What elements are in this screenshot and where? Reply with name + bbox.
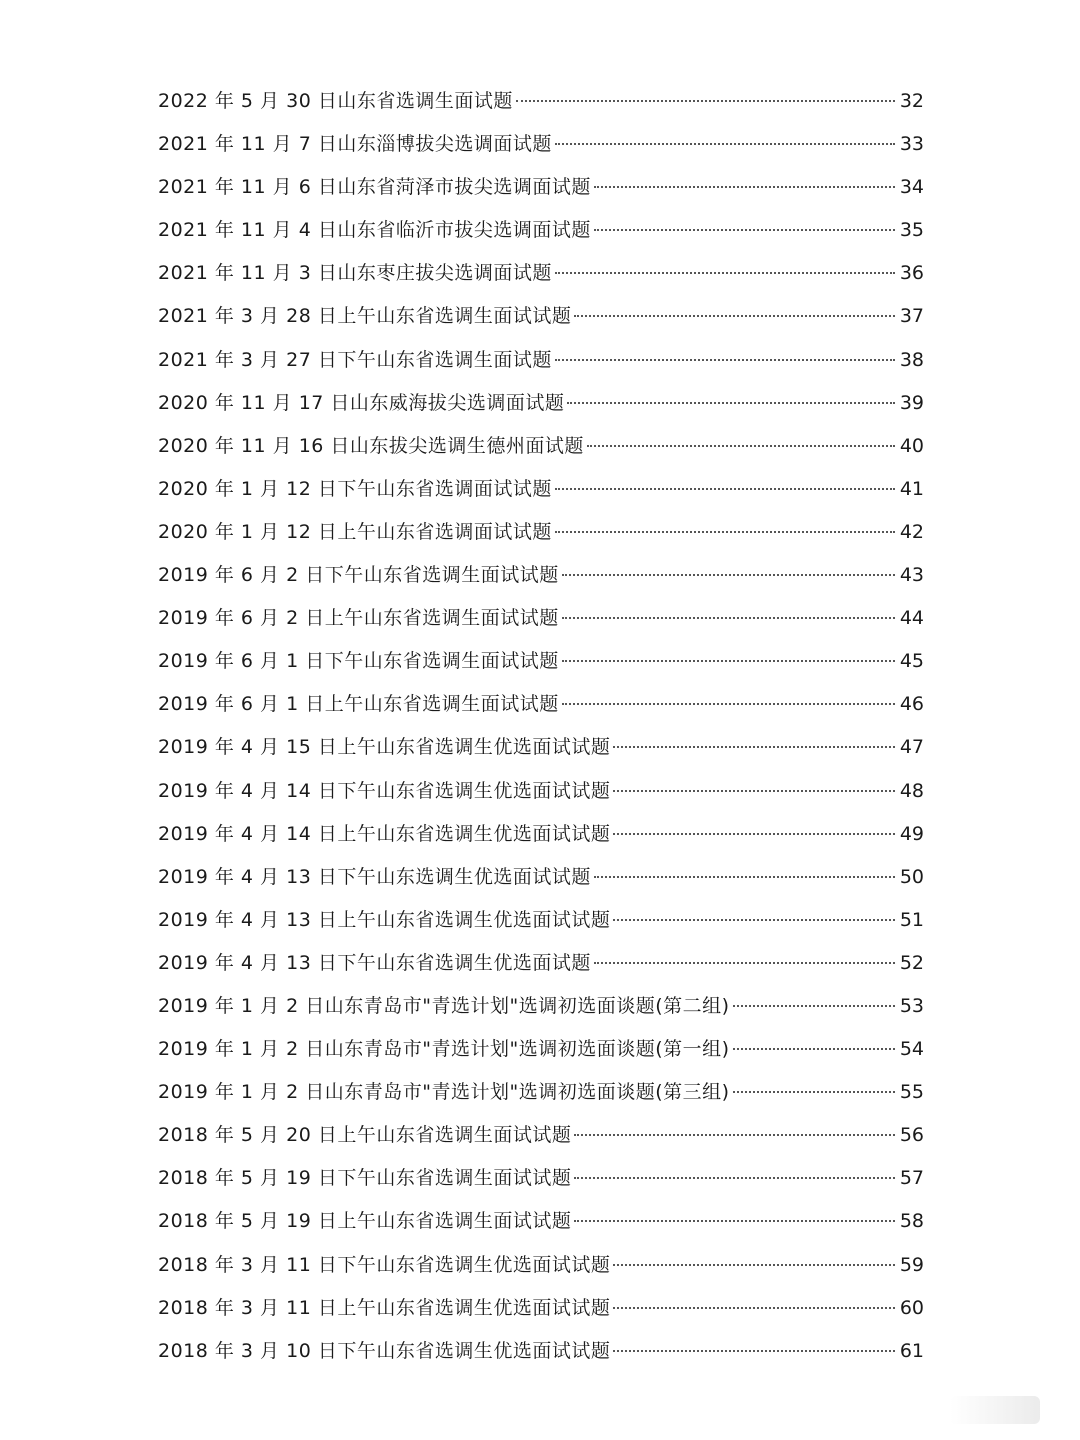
dot-leader <box>555 531 895 533</box>
toc-entry-title: 2019 年 1 月 2 日山东青岛市"青选计划"选调初选面谈题(第一组) <box>158 1038 730 1061</box>
toc-entry[interactable] <box>158 1028 924 1071</box>
toc-entry-page: 40 <box>899 434 924 457</box>
dot-leader <box>594 186 895 188</box>
dot-leader <box>562 617 895 619</box>
toc-entry-page: 37 <box>899 305 924 328</box>
toc-entry-page: 52 <box>899 951 924 974</box>
toc-entry[interactable] <box>158 468 924 511</box>
toc-entry[interactable] <box>158 339 924 382</box>
toc-entry[interactable] <box>158 123 924 166</box>
toc-entry[interactable] <box>158 1244 924 1287</box>
toc-entry-page: 34 <box>899 176 924 199</box>
toc-entry[interactable] <box>158 166 924 209</box>
toc-entry-page: 41 <box>899 477 924 500</box>
table-of-contents <box>158 80 924 1373</box>
toc-entry-page: 50 <box>899 865 924 888</box>
toc-entry-title: 2018 年 5 月 19 日下午山东省选调生面试试题 <box>158 1167 572 1190</box>
toc-entry[interactable] <box>158 726 924 769</box>
toc-entry-page: 36 <box>899 262 924 285</box>
toc-entry-page: 42 <box>899 520 924 543</box>
dot-leader <box>613 919 895 921</box>
toc-entry-title: 2019 年 6 月 1 日下午山东省选调生面试试题 <box>158 650 559 673</box>
toc-entry-page: 33 <box>899 133 924 156</box>
toc-entry-title: 2019 年 4 月 13 日上午山东省选调生优选面试试题 <box>158 908 611 931</box>
toc-entry[interactable] <box>158 1287 924 1330</box>
dot-leader <box>574 1177 895 1179</box>
toc-entry-title: 2019 年 4 月 15 日上午山东省选调生优选面试试题 <box>158 736 611 759</box>
watermark-smudge <box>950 1396 1040 1424</box>
dot-leader <box>562 660 895 662</box>
toc-entry-page: 58 <box>899 1210 924 1233</box>
toc-entry-page: 53 <box>899 994 924 1017</box>
toc-entry-title: 2020 年 11 月 16 日山东拔尖选调生德州面试题 <box>158 434 584 457</box>
toc-entry[interactable] <box>158 425 924 468</box>
toc-entry-page: 59 <box>899 1253 924 1276</box>
toc-entry-page: 47 <box>899 736 924 759</box>
toc-entry-title: 2021 年 3 月 28 日上午山东省选调生面试试题 <box>158 305 572 328</box>
toc-entry[interactable] <box>158 1330 924 1373</box>
toc-entry-title: 2019 年 6 月 1 日上午山东省选调生面试试题 <box>158 693 559 716</box>
toc-entry-page: 39 <box>899 391 924 414</box>
dot-leader <box>613 1350 895 1352</box>
dot-leader <box>613 790 895 792</box>
toc-entry[interactable] <box>158 770 924 813</box>
toc-entry[interactable] <box>158 252 924 295</box>
toc-entry-page: 44 <box>899 607 924 630</box>
toc-entry-title: 2019 年 6 月 2 日上午山东省选调生面试试题 <box>158 607 559 630</box>
toc-entry-title: 2021 年 3 月 27 日下午山东省选调生面试题 <box>158 348 552 371</box>
toc-entry-page: 35 <box>899 219 924 242</box>
toc-entry-page: 38 <box>899 348 924 371</box>
toc-entry[interactable] <box>158 856 924 899</box>
toc-entry-page: 45 <box>899 650 924 673</box>
dot-leader <box>555 272 895 274</box>
dot-leader <box>562 703 895 705</box>
toc-entry-title: 2018 年 5 月 19 日上午山东省选调生面试试题 <box>158 1210 572 1233</box>
toc-entry[interactable] <box>158 985 924 1028</box>
toc-entry-page: 49 <box>899 822 924 845</box>
toc-entry-page: 32 <box>899 90 924 112</box>
toc-entry-title: 2018 年 5 月 20 日上午山东省选调生面试试题 <box>158 1124 572 1147</box>
toc-entry-title: 2019 年 6 月 2 日下午山东省选调生面试试题 <box>158 564 559 587</box>
toc-entry-title: 2020 年 11 月 17 日山东威海拔尖选调面试题 <box>158 391 565 414</box>
toc-entry-title: 2019 年 4 月 14 日上午山东省选调生优选面试试题 <box>158 822 611 845</box>
toc-entry-title: 2021 年 11 月 3 日山东枣庄拔尖选调面试题 <box>158 262 552 285</box>
toc-entry[interactable] <box>158 899 924 942</box>
toc-entry[interactable] <box>158 80 924 123</box>
dot-leader <box>733 1091 895 1093</box>
toc-entry[interactable] <box>158 554 924 597</box>
dot-leader <box>587 445 895 447</box>
dot-leader <box>562 574 895 576</box>
toc-entry-title: 2019 年 4 月 13 日下午山东选调生优选面试试题 <box>158 865 591 888</box>
toc-entry-page: 48 <box>899 779 924 802</box>
toc-entry-title: 2021 年 11 月 7 日山东淄博拔尖选调面试题 <box>158 133 552 156</box>
dot-leader <box>613 746 895 748</box>
dot-leader <box>574 1134 895 1136</box>
dot-leader <box>516 100 895 102</box>
toc-entry-title: 2020 年 1 月 12 日上午山东省选调面试试题 <box>158 520 552 543</box>
dot-leader <box>613 833 895 835</box>
toc-entry[interactable] <box>158 640 924 683</box>
dot-leader <box>733 1048 895 1050</box>
dot-leader <box>555 488 895 490</box>
dot-leader <box>555 143 895 145</box>
toc-entry-page: 61 <box>899 1339 924 1362</box>
toc-entry-page: 46 <box>899 693 924 716</box>
toc-entry-page: 56 <box>899 1124 924 1147</box>
dot-leader <box>594 876 895 878</box>
toc-entry-title: 2020 年 1 月 12 日下午山东省选调面试试题 <box>158 477 552 500</box>
dot-leader <box>594 229 895 231</box>
toc-entry[interactable] <box>158 209 924 252</box>
toc-entry[interactable] <box>158 942 924 985</box>
toc-entry-title: 2021 年 11 月 4 日山东省临沂市拔尖选调面试题 <box>158 219 591 242</box>
toc-entry-title: 2018 年 3 月 11 日下午山东省选调生优选面试试题 <box>158 1253 611 1276</box>
dot-leader <box>594 962 895 964</box>
toc-entry-page: 51 <box>899 908 924 931</box>
dot-leader <box>613 1307 895 1309</box>
dot-leader <box>567 402 895 404</box>
dot-leader <box>733 1005 895 1007</box>
toc-entry[interactable] <box>158 1114 924 1157</box>
toc-entry-page: 54 <box>899 1038 924 1061</box>
toc-entry-title: 2022 年 5 月 30 日山东省选调生面试题 <box>158 90 513 112</box>
dot-leader <box>613 1264 895 1266</box>
toc-entry-title: 2018 年 3 月 11 日上午山东省选调生优选面试试题 <box>158 1296 611 1319</box>
toc-entry-title: 2019 年 4 月 13 日下午山东省选调生优选面试题 <box>158 951 591 974</box>
dot-leader <box>555 359 895 361</box>
dot-leader <box>574 315 895 317</box>
toc-entry-page: 43 <box>899 564 924 587</box>
toc-entry[interactable] <box>158 1071 924 1114</box>
toc-entry-title: 2018 年 3 月 10 日下午山东省选调生优选面试试题 <box>158 1339 611 1362</box>
toc-entry-page: 57 <box>899 1167 924 1190</box>
toc-entry-page: 60 <box>899 1296 924 1319</box>
toc-entry[interactable] <box>158 1200 924 1243</box>
toc-entry[interactable] <box>158 597 924 640</box>
toc-entry[interactable] <box>158 382 924 425</box>
toc-entry[interactable] <box>158 511 924 554</box>
toc-entry-title: 2021 年 11 月 6 日山东省菏泽市拔尖选调面试题 <box>158 176 591 199</box>
toc-entry[interactable] <box>158 683 924 726</box>
toc-entry[interactable] <box>158 813 924 856</box>
toc-entry-title: 2019 年 1 月 2 日山东青岛市"青选计划"选调初选面谈题(第二组) <box>158 994 730 1017</box>
toc-entry-title: 2019 年 1 月 2 日山东青岛市"青选计划"选调初选面谈题(第三组) <box>158 1081 730 1104</box>
toc-entry[interactable] <box>158 1157 924 1200</box>
toc-entry[interactable] <box>158 295 924 338</box>
dot-leader <box>574 1220 895 1222</box>
toc-entry-page: 55 <box>899 1081 924 1104</box>
toc-entry-title: 2019 年 4 月 14 日下午山东省选调生优选面试试题 <box>158 779 611 802</box>
